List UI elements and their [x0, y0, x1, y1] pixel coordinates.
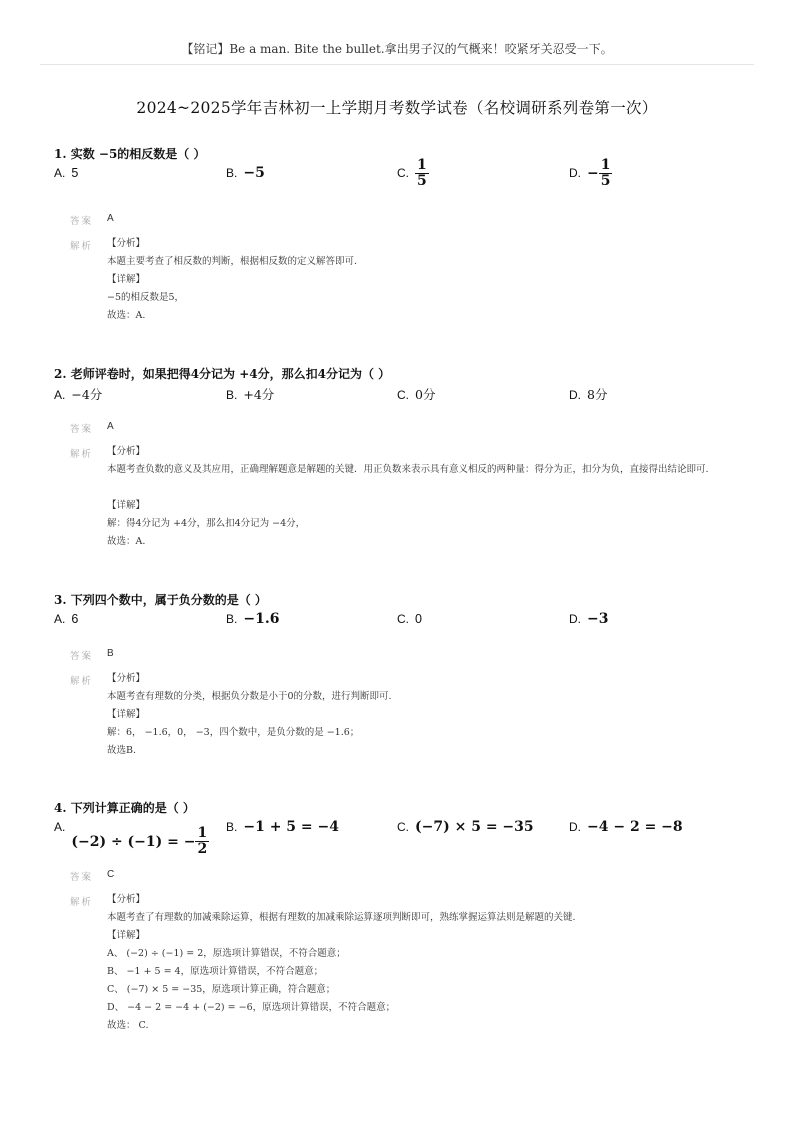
analysis-line: 故选B. [107, 745, 137, 756]
option-d: D. −4 − 2 = −8 [569, 819, 683, 835]
analysis-label: 解析 [70, 897, 94, 908]
motto-banner: 【铭记】Be a man. Bite the bullet.拿出男子汉的气概来！咬紧牙关忍受一下。 [181, 42, 613, 56]
analysis-line: 【分析】 [107, 894, 146, 905]
option-c: C. 0 [397, 612, 422, 626]
analysis-line: D、 −4 − 2 = −4 + (−2) = −6，原选项计算错误，不符合题意； [107, 1002, 396, 1013]
option-b: B. −1.6 [226, 611, 280, 627]
question-stem: 1. 实数 −5的相反数是（ ） [54, 147, 206, 161]
analysis-label: 解析 [70, 676, 94, 687]
answer-label: 答案 [70, 216, 94, 227]
analysis-line: 本题考查了有理数的加减乘除运算，根据有理数的加减乘除运算逐项判断即可，熟练掌握运算法则是解题的关键. [107, 912, 576, 923]
analysis-line: 故选：A. [107, 310, 146, 321]
header-divider [40, 64, 754, 65]
analysis-line: 【详解】 [107, 274, 146, 285]
option-b: B. −5 [226, 165, 265, 181]
analysis-label: 解析 [70, 449, 94, 460]
analysis-line: A、 (−2) ÷ (−1) = 2，原选项计算错误，不符合题意； [107, 948, 346, 959]
answer-value: A [107, 213, 114, 224]
option-a: A. 5 [54, 166, 79, 180]
question-stem: 4. 下列计算正确的是（ ） [54, 801, 195, 815]
answer-label: 答案 [70, 872, 94, 883]
analysis-line: 【详解】 [107, 930, 146, 941]
analysis-line: −5的相反数是5， [107, 292, 185, 303]
analysis-line: 【分析】 [107, 238, 146, 249]
analysis-line: 故选：A. [107, 536, 146, 547]
analysis-line: 解：6， −1.6，0， −3，四个数中，是负分数的是 −1.6； [107, 727, 360, 738]
option-c: C. $\frac{1}{5}$ [397, 157, 427, 189]
analysis-line: 【详解】 [107, 500, 146, 511]
option-c: C. 0分 [397, 387, 436, 402]
answer-label: 答案 [70, 651, 94, 662]
option-d: D. − $\frac{1}{5}$ [569, 157, 611, 189]
option-c: C. (−7) × 5 = −35 [397, 819, 534, 835]
analysis-line: 【分析】 [107, 446, 146, 457]
answer-value: A [107, 421, 114, 432]
analysis-line: 故选： C. [107, 1020, 149, 1031]
analysis-label: 解析 [70, 241, 94, 252]
question-stem: 3. 下列四个数中，属于负分数的是（ ） [54, 593, 267, 607]
page-title: 2024~2025学年吉林初一上学期月考数学试卷（名校调研系列卷第一次） [136, 99, 658, 117]
analysis-line: 本题考查有理数的分类，根据负分数是小于0的分数，进行判断即可. [107, 691, 392, 702]
option-a: A. −4分 [54, 387, 103, 402]
question-stem: 2. 老师评卷时，如果把得4分记为 +4分，那么扣4分记为（ ） [54, 367, 391, 381]
analysis-line: 解：得4分记为 +4分，那么扣4分记为 −4分， [107, 518, 306, 529]
analysis-line: 【分析】 [107, 673, 146, 684]
option-b: B. −1 + 5 = −4 [226, 819, 339, 835]
option-a: A.(−2) ÷ (−1) = − $\frac{1}{2}$ [54, 820, 208, 857]
analysis-line: C、 (−7) × 5 = −35，原选项计算正确，符合题意； [107, 984, 336, 995]
analysis-line: 【详解】 [107, 709, 146, 720]
answer-label: 答案 [70, 424, 94, 435]
analysis-line: 本题主要考查了相反数的判断，根据相反数的定义解答即可. [107, 256, 358, 267]
option-d: D. −3 [569, 611, 609, 627]
option-b: B. +4分 [226, 387, 275, 402]
answer-value: C [107, 869, 115, 880]
option-d: D. 8分 [569, 387, 608, 402]
analysis-line: 本题考查负数的意义及其应用，正确理解题意是解题的关键．用正负数来表示具有意义相反的两种量：得分为正，扣分为负，直接得出结论即可. [107, 464, 709, 475]
answer-value: B [107, 648, 114, 659]
option-a: A. 6 [54, 612, 79, 626]
analysis-line: B、 −1 + 5 = 4，原选项计算错误，不符合题意； [107, 966, 324, 977]
